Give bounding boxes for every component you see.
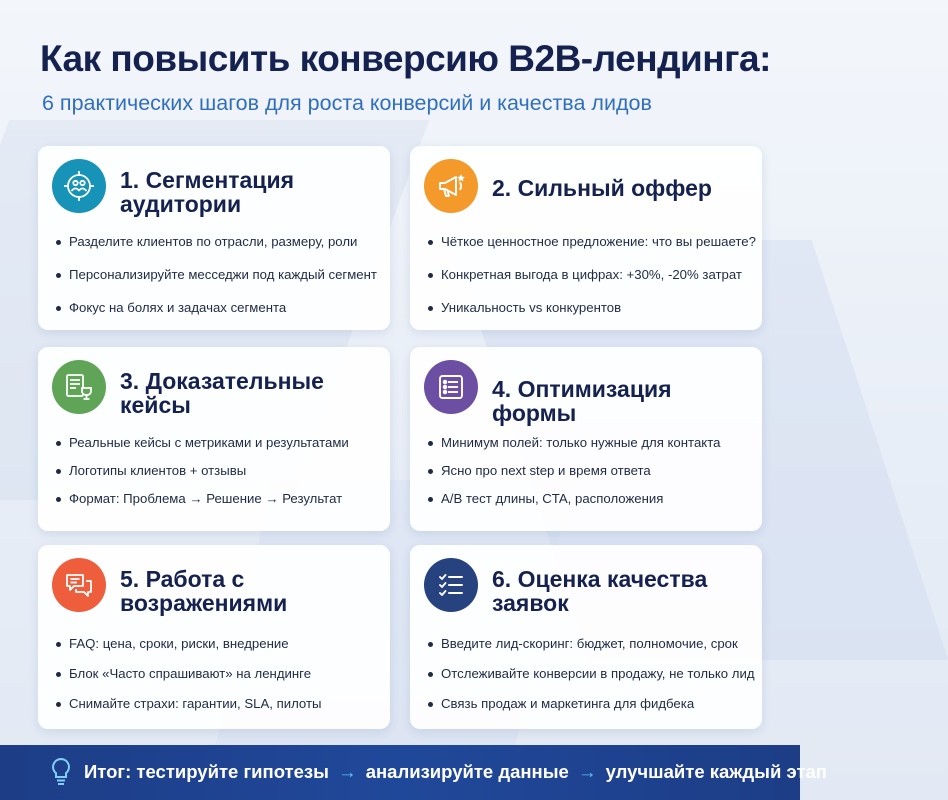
arrow-right-icon: →: [577, 761, 597, 782]
list-item: Уникальность vs конкурентов: [428, 300, 756, 316]
bullet-list: [428, 234, 756, 333]
bullet-list: [56, 234, 384, 333]
list-item: Конкретная выгода в цифрах: +30%, -20% затрат: [428, 267, 756, 283]
list-item: Разделите клиентов по отрасли, размеру, роли: [56, 234, 384, 250]
list-item: Фокус на болях и задачах сегмента: [56, 300, 384, 316]
megaphone-icon: [424, 159, 478, 213]
list-item: Персонализируйте месседжи под каждый сегмент: [56, 267, 384, 283]
list-item: Чёткое ценностное предложение: что вы решаете?: [428, 234, 756, 250]
summary-text: [84, 761, 827, 783]
list-item: Логотипы клиентов + отзывы: [56, 463, 384, 479]
step-card-form: [410, 347, 762, 531]
list-item: FAQ: цена, сроки, риски, внедрение: [56, 636, 384, 652]
bullet-list: [56, 636, 384, 726]
arrow-right-icon: →: [338, 761, 357, 782]
step-card-lead-quality: [410, 545, 762, 729]
summary-label: Итог:: [84, 761, 132, 782]
bullet-list: [56, 435, 384, 519]
list-item: Отслеживайте конверсии в продажу, не только лид: [428, 666, 756, 682]
card-title: 2. Сильный оффер: [492, 175, 712, 201]
page-title: Как повысить конверсию B2B-лендинга:: [40, 38, 771, 79]
list-item: Введите лид-скоринг: бюджет, полномочие, срок: [428, 636, 756, 652]
step-card-cases: [38, 347, 390, 531]
card-title: 1. Сегментация аудитории: [120, 167, 295, 217]
summary-banner: [0, 745, 827, 800]
list-item: Формат: Проблема → Решение → Результат: [56, 491, 384, 507]
page-subtitle: 6 практических шагов для роста конверсий и качества лидов: [42, 91, 652, 115]
step-card-segmentation: [38, 146, 390, 330]
chat-bubbles-icon: [52, 558, 106, 612]
list-item: Минимум полей: только нужные для контакта: [428, 435, 756, 451]
summary-step: тестируйте гипотезы: [136, 761, 329, 782]
step-card-offer: [410, 146, 762, 330]
audience-target-icon: [52, 159, 106, 213]
step-card-objections: [38, 545, 390, 729]
list-item: Связь продаж и маркетинга для фидбека: [428, 696, 756, 712]
card-title: 6. Оценка качества заявок: [492, 566, 708, 616]
card-title: 3. Доказательные кейсы: [120, 368, 324, 418]
list-item: A/B тест длины, CTA, расположения: [428, 491, 756, 507]
card-title: 5. Работа с возражениями: [120, 566, 288, 616]
list-item: Блок «Часто спрашивают» на лендинге: [56, 666, 384, 682]
list-item: Ясно про next step и время ответа: [428, 463, 756, 479]
checklist-icon: [424, 558, 478, 612]
bullet-list: [428, 435, 756, 519]
card-title: 4. Оптимизация формы: [492, 376, 672, 426]
summary-step: улучшайте каждый этап: [605, 761, 827, 782]
form-list-icon: [424, 360, 478, 414]
lightbulb-icon: [48, 756, 74, 788]
list-item: Реальные кейсы с метриками и результатами: [56, 435, 384, 451]
case-document-trophy-icon: [52, 360, 106, 414]
bullet-list: [428, 636, 756, 726]
list-item: Снимайте страхи: гарантии, SLA, пилоты: [56, 696, 384, 712]
summary-step: анализируйте данные: [365, 761, 569, 782]
